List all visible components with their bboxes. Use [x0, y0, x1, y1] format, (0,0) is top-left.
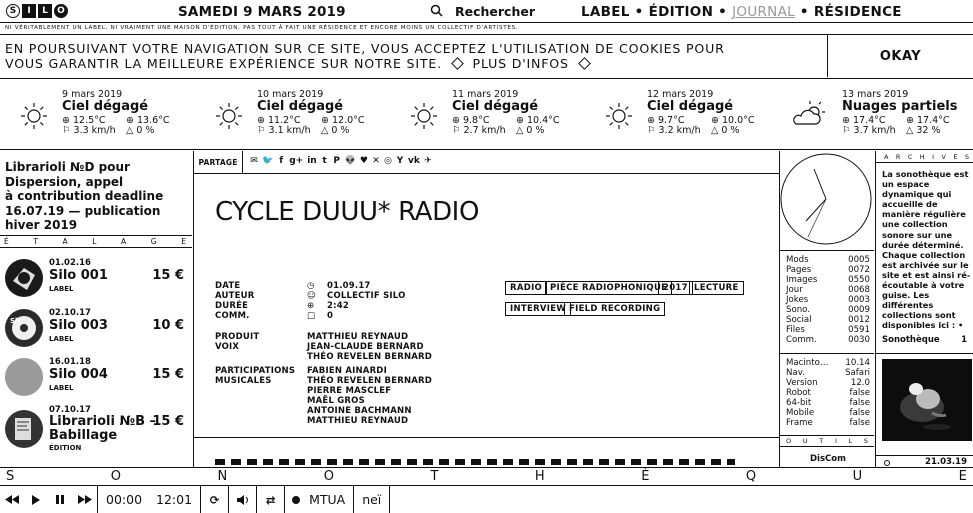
info-row	[786, 305, 870, 315]
logo-letter: S	[6, 4, 20, 18]
archives-header	[876, 151, 973, 163]
share-icon-9[interactable]: ✕	[372, 156, 380, 166]
promo-line: Librarioli №D pour	[5, 160, 130, 174]
outils-letter: S	[863, 437, 868, 445]
person-icon: ☺	[307, 291, 317, 301]
temp-high: ⊕ 13.6°C	[126, 115, 170, 126]
weather-day	[390, 80, 585, 150]
comment-icon: □	[307, 311, 316, 321]
share-icon-4[interactable]: in	[307, 156, 317, 166]
info-row	[786, 315, 870, 325]
meta-value: 2:42	[327, 301, 349, 311]
archives-line: Chaque collection	[882, 249, 966, 260]
sono-letter: H	[534, 469, 545, 484]
time-current: 00:00	[106, 492, 143, 507]
info-row	[786, 358, 870, 368]
share-icon-1[interactable]: 🐦	[262, 156, 274, 166]
weather-date: 12 mars 2019	[647, 89, 714, 100]
share-icon-3[interactable]: g+	[289, 156, 304, 166]
logo-letter: I	[22, 4, 36, 18]
etalage-letter: A	[62, 237, 68, 246]
archive-date: 21.03.19	[925, 457, 967, 467]
info-key: Jokes	[786, 295, 809, 305]
forward-icon	[78, 495, 92, 504]
info-key: Comm.	[786, 335, 817, 345]
divider	[194, 437, 779, 438]
item-type: LABEL	[49, 384, 74, 392]
nav-residence[interactable]: RÉSIDENCE	[813, 4, 902, 20]
rewind-button[interactable]	[0, 486, 24, 513]
info-value: false	[849, 398, 870, 408]
archives-line: La sonothèque est	[882, 169, 969, 179]
record-button[interactable]	[285, 486, 307, 513]
search-icon	[430, 4, 444, 18]
credit-role: PARTICIPATIONS	[215, 366, 296, 376]
credit-role: PRODUIT	[215, 332, 260, 342]
archives-line: un espace	[882, 179, 930, 190]
cookie-line2: VOUS GARANTIR LA MEILLEURE EXPÉRIENCE SUR NOTRE SITE.	[5, 56, 442, 71]
logo-letter: O	[54, 4, 68, 18]
info-row	[786, 335, 870, 345]
cover-image	[5, 259, 43, 297]
info-key: Robot	[786, 388, 811, 398]
loop-button[interactable]	[201, 486, 229, 513]
weather-condition: Ciel dégagé	[62, 99, 149, 114]
cookie-text-line1: EN POURSUIVANT VOTRE NAVIGATION SUR CE SITE, VOUS ACCEPTEZ L'UTILISATION DE COOKIES POUR	[5, 41, 725, 56]
share-icon-5[interactable]: t	[322, 156, 327, 166]
credit-name[interactable]: MATTHIEU REYNAUD	[307, 332, 409, 342]
archives-letter: R	[895, 152, 901, 161]
info-row	[786, 285, 870, 295]
info-key: Mobile	[786, 408, 815, 418]
item-date: 01.02.16	[49, 258, 91, 268]
info-value: 0072	[848, 265, 870, 275]
extra-label[interactable]: neï	[354, 486, 390, 513]
volume-button[interactable]	[229, 486, 257, 513]
info-key: Files	[786, 325, 805, 335]
info-column	[779, 151, 876, 467]
credit-name[interactable]: THÉO REVELEN BERNARD	[307, 352, 433, 362]
article	[194, 151, 779, 467]
cookie-text-line2	[5, 56, 589, 71]
humidity: △ 0 %	[126, 125, 155, 136]
item-date: 07.10.17	[49, 405, 91, 415]
info-row	[786, 378, 870, 388]
info-row	[786, 265, 870, 275]
info-key: Sono.	[786, 305, 810, 315]
archives-line: une collection	[882, 219, 948, 230]
divider	[780, 250, 874, 251]
info-value: false	[849, 418, 870, 428]
item-price: 15 €	[152, 414, 184, 429]
radio-circle-icon[interactable]	[884, 460, 890, 466]
weather-condition: Nuages partiels	[842, 99, 958, 114]
item-price: 15 €	[152, 367, 184, 382]
temp-high: ⊕ 12.0°C	[321, 115, 365, 126]
sono-letter: E	[958, 469, 967, 484]
humidity: △ 0 %	[516, 125, 545, 136]
temp-low: ⊕ 9.8°C	[452, 115, 490, 126]
left-column	[0, 151, 194, 467]
item-title: Librarioli №B –	[49, 414, 157, 429]
sono-letter: O	[323, 469, 334, 484]
info-key: Macinto…	[786, 358, 829, 368]
info-row	[786, 368, 870, 378]
share-icon-7[interactable]: 👽	[344, 156, 356, 166]
sono-letter: È	[641, 469, 650, 484]
meta-key: COMM.	[215, 311, 250, 321]
weather-condition: Ciel dégagé	[452, 99, 539, 114]
archives-letter: S	[964, 152, 969, 161]
credit-name[interactable]: FABIEN AINARDI	[307, 366, 387, 376]
search-label: Rechercher	[455, 4, 536, 19]
partly-cloudy-icon	[798, 102, 830, 130]
info-row	[786, 295, 870, 305]
shuffle-icon: ⇄	[265, 492, 276, 507]
info-value: 0591	[848, 325, 870, 335]
archives-letter: V	[941, 152, 946, 161]
svg-text:Sh: Sh	[10, 317, 21, 325]
cookie-more-link[interactable]: PLUS D'INFOS	[472, 56, 569, 71]
share-icon-6[interactable]: P	[333, 156, 340, 166]
promo-line: 16.07.19 — publication	[5, 203, 161, 218]
weather-day	[585, 80, 780, 150]
tag-button[interactable]: RADIO	[505, 281, 547, 295]
temp-high: ⊕ 10.0°C	[711, 115, 755, 126]
meta-value: COLLECTIF SILO	[327, 291, 406, 301]
sono-letter: O	[110, 469, 121, 484]
sono-letter: Q	[745, 469, 757, 484]
sonotheque-bar[interactable]	[0, 467, 973, 486]
wind-speed: ⚐ 3.1 km/h	[257, 125, 311, 136]
credit-name[interactable]: PIERRE MASCLEF	[307, 386, 392, 396]
divider	[876, 455, 973, 456]
info-key: Mods	[786, 255, 809, 265]
sun-icon	[213, 102, 245, 130]
share-icon-11[interactable]: Y	[396, 156, 404, 166]
meta-key: DURÉE	[215, 301, 249, 311]
temp-low: ⊕ 9.7°C	[647, 115, 685, 126]
weather-day	[195, 80, 390, 150]
archives-letter: I	[932, 152, 935, 161]
archives-line: est archivée sur le	[882, 259, 969, 270]
share-icon-8[interactable]: ♥	[359, 156, 368, 166]
info-value: 10.14	[845, 358, 870, 368]
weather-condition: Ciel dégagé	[647, 99, 734, 114]
info-key: Version	[786, 378, 818, 388]
archives-line: sonore sur une	[882, 229, 953, 240]
item-type: LABEL	[49, 335, 74, 343]
forward-button[interactable]	[72, 486, 98, 513]
weather-date: 11 mars 2019	[452, 89, 519, 100]
etalage-letter: É	[4, 237, 9, 246]
pause-button[interactable]	[48, 486, 72, 513]
system-info-table	[786, 358, 870, 428]
cover-image	[5, 358, 43, 396]
meta-key: DATE	[215, 281, 241, 291]
shuffle-button[interactable]	[257, 486, 285, 513]
sono-letter: S	[6, 469, 15, 484]
temp-low: ⊕ 11.2°C	[257, 115, 301, 126]
wind-speed: ⚐ 3.2 km/h	[647, 125, 701, 136]
item-type: ÉDITION	[49, 444, 82, 452]
sono-letter: T	[430, 469, 439, 484]
tagline: NI VÉRITABLEMENT UN LABEL, NI VRAIMENT UNE MAISON D'ÉDITION, PAS TOUT À FAIT UNE RÉSIDENCE ET ENCORE MOINS UN COLLECTIF D'ARTISTES.	[5, 25, 519, 31]
archives-line: accueille de	[882, 199, 938, 210]
credit-name[interactable]: JEAN-CLAUDE BERNARD	[307, 342, 424, 352]
cookie-banner	[0, 35, 973, 79]
duration-icon: ⊕	[307, 301, 315, 311]
divider	[876, 353, 973, 354]
sonotheque-link[interactable]: Sonothèque	[882, 335, 940, 345]
logo-letter: L	[38, 4, 52, 18]
weather-day	[780, 80, 973, 150]
list-item[interactable]	[0, 305, 192, 353]
info-row	[786, 388, 870, 398]
info-key: Pages	[786, 265, 812, 275]
volume-icon	[237, 495, 249, 505]
wind-speed: ⚐ 3.7 km/h	[842, 125, 896, 136]
info-key: 64-bit	[786, 398, 812, 408]
item-price: 15 €	[152, 268, 184, 283]
humidity: △ 0 %	[711, 125, 740, 136]
outils-header	[780, 435, 874, 447]
temp-low: ⊕ 17.4°C	[842, 115, 886, 126]
info-value: 0003	[848, 295, 870, 305]
wind-speed: ⚐ 3.3 km/h	[62, 125, 116, 136]
etalage-letter: G	[150, 237, 157, 246]
weather-date: 10 mars 2019	[257, 89, 324, 100]
tag-button[interactable]: PIÈCE RADIOPHONIQUE	[545, 281, 672, 295]
list-item[interactable]	[0, 354, 192, 402]
etalage-letter: L	[92, 237, 97, 246]
share-icon-13[interactable]: ✈	[424, 156, 432, 166]
audio-player	[0, 486, 973, 513]
info-icon	[451, 57, 464, 70]
outils-item[interactable]: DisCom	[810, 454, 846, 464]
header	[0, 0, 973, 23]
temp-high: ⊕ 17.4°C	[906, 115, 950, 126]
pause-icon	[56, 495, 64, 504]
item-title: Silo 004	[49, 367, 108, 382]
item-price: 10 €	[152, 318, 184, 333]
item-title: Babillage	[49, 428, 118, 443]
meta-value: 0	[327, 311, 334, 321]
cookie-okay-button[interactable]	[827, 35, 973, 77]
temp-low: ⊕ 12.5°C	[62, 115, 106, 126]
sono-letter: U	[852, 469, 863, 484]
cover-image	[5, 410, 43, 448]
outils-letter: I	[834, 437, 837, 445]
tag-button[interactable]: LECTURE	[689, 281, 744, 295]
info-row	[786, 325, 870, 335]
info-row	[786, 255, 870, 265]
info-value: 0030	[848, 335, 870, 345]
credit-name[interactable]: ANTOINE BACHMANN	[307, 406, 412, 416]
archives-line: disponibles ici : •	[882, 320, 964, 331]
weather-bar	[0, 80, 973, 150]
info-key: Social	[786, 315, 812, 325]
share-icon-12[interactable]: vk	[408, 156, 420, 166]
share-label: PARTAGE	[198, 157, 238, 167]
station-label[interactable]: MTUA	[307, 486, 354, 513]
sun-icon	[408, 102, 440, 130]
info-value: 0009	[848, 305, 870, 315]
meta-key: AUTEUR	[215, 291, 255, 301]
sono-letter: N	[217, 469, 228, 484]
archives-line: site et est ainsi ré-	[882, 269, 971, 280]
loop-icon: ⟳	[209, 492, 220, 507]
logo[interactable]	[6, 4, 68, 18]
humidity: △ 32 %	[906, 125, 941, 136]
item-date: 16.01.18	[49, 357, 91, 367]
weather-date: 9 mars 2019	[62, 89, 123, 100]
article-title: CYCLE DUUU* RADIO	[215, 197, 480, 227]
record-icon	[292, 496, 300, 504]
share-icons	[250, 156, 432, 166]
etalage-header	[0, 235, 192, 248]
archives-line: dynamique qui	[882, 189, 952, 200]
archives-line: manière régulière	[882, 209, 966, 220]
info-row	[786, 418, 870, 428]
info-value: false	[849, 388, 870, 398]
article-body-fragment	[215, 459, 735, 465]
outils-letter: T	[819, 437, 824, 445]
clock-icon: ◷	[307, 281, 315, 291]
info-value: 0550	[848, 275, 870, 285]
info-key: Frame	[786, 418, 813, 428]
etalage-letter: T	[33, 237, 38, 246]
archives-letter: C	[907, 152, 913, 161]
rewind-icon	[5, 495, 19, 504]
credit-name[interactable]: MAËL GROS	[307, 396, 365, 406]
info-value: 0068	[848, 285, 870, 295]
play-icon	[32, 495, 40, 505]
share-bar	[194, 151, 779, 174]
credit-name[interactable]: THÉO REVELEN BERNARD	[307, 376, 433, 386]
divider	[780, 353, 874, 354]
promo-line: hiver 2019	[5, 218, 78, 232]
info-row	[786, 398, 870, 408]
credit-role: MUSICALES	[215, 376, 272, 386]
info-icon	[578, 57, 591, 70]
archives-line: durée déterminé.	[882, 239, 964, 250]
time-total: 12:01	[150, 486, 201, 513]
credit-name[interactable]: MATTHIEU REYNAUD	[307, 416, 409, 426]
play-button[interactable]	[24, 486, 48, 513]
info-key: Images	[786, 275, 818, 285]
tag-button[interactable]: INTERVIEW	[505, 302, 571, 316]
promo-line: à contribution deadline	[5, 189, 164, 203]
archives-letter: E	[953, 152, 958, 161]
info-value: 12.0	[850, 378, 870, 388]
weather-date: 13 mars 2019	[842, 89, 909, 100]
main-nav: LABEL • ÉDITION • JOURNAL • RÉSIDENCE	[581, 4, 902, 20]
archives-letter: H	[919, 152, 925, 161]
archives-description	[882, 169, 970, 331]
tag-button[interactable]: 2017	[658, 281, 693, 295]
outils-letter: O	[786, 437, 792, 445]
etalage-letter: A	[121, 237, 127, 246]
sonotheque-count: 1	[961, 335, 967, 345]
tag-button[interactable]: FIELD RECORDING	[564, 302, 665, 316]
archives-line: collections sont	[882, 310, 956, 321]
info-value: false	[849, 408, 870, 418]
page-date: SAMEDI 9 MARS 2019	[178, 4, 346, 20]
info-value: Safari	[845, 368, 870, 378]
item-type: LABEL	[49, 285, 74, 293]
humidity: △ 0 %	[321, 125, 350, 136]
clock-icon	[780, 151, 874, 245]
archives-column	[876, 151, 973, 467]
credit-role: VOIX	[215, 342, 240, 352]
share-icon-0[interactable]: ✉	[250, 156, 258, 166]
nav-journal[interactable]: JOURNAL	[732, 4, 795, 20]
outils-letter: L	[848, 437, 853, 445]
wind-speed: ⚐ 2.7 km/h	[452, 125, 506, 136]
info-key: Nav.	[786, 368, 805, 378]
temp-high: ⊕ 10.4°C	[516, 115, 560, 126]
archives-line: écoutable à votre	[882, 280, 965, 291]
etalage-letter: E	[181, 237, 186, 246]
promo-text[interactable]	[5, 160, 163, 233]
info-row	[786, 275, 870, 285]
share-label-box	[194, 151, 243, 173]
item-title: Silo 003	[49, 318, 108, 333]
stats-table	[786, 255, 870, 345]
item-title: Silo 001	[49, 268, 108, 283]
nav-label[interactable]: LABEL	[581, 4, 630, 20]
info-value: 0012	[848, 315, 870, 325]
item-date: 02.10.17	[49, 308, 91, 318]
weather-condition: Ciel dégagé	[257, 99, 344, 114]
archives-letter: A	[884, 152, 889, 161]
outils-letter: U	[802, 437, 808, 445]
archive-thumbnail[interactable]	[882, 359, 972, 441]
weather-day	[0, 80, 195, 150]
archives-line: différentes	[882, 300, 934, 311]
info-row	[786, 408, 870, 418]
info-key: Jour	[786, 285, 803, 295]
sun-icon	[18, 102, 50, 130]
archives-line: guise. Les	[882, 290, 930, 301]
meta-value: 01.09.17	[327, 281, 371, 291]
cover-image	[5, 309, 43, 347]
info-value: 0005	[848, 255, 870, 265]
list-item[interactable]	[0, 404, 192, 456]
nav-edition[interactable]: ÉDITION	[648, 4, 714, 20]
okay-label: OKAY	[879, 48, 922, 64]
share-icon-2[interactable]: f	[279, 156, 284, 166]
sun-icon	[603, 102, 635, 130]
share-icon-10[interactable]: ◎	[384, 156, 392, 166]
list-item[interactable]	[0, 255, 192, 303]
promo-line: Dispersion, appel	[5, 174, 124, 189]
